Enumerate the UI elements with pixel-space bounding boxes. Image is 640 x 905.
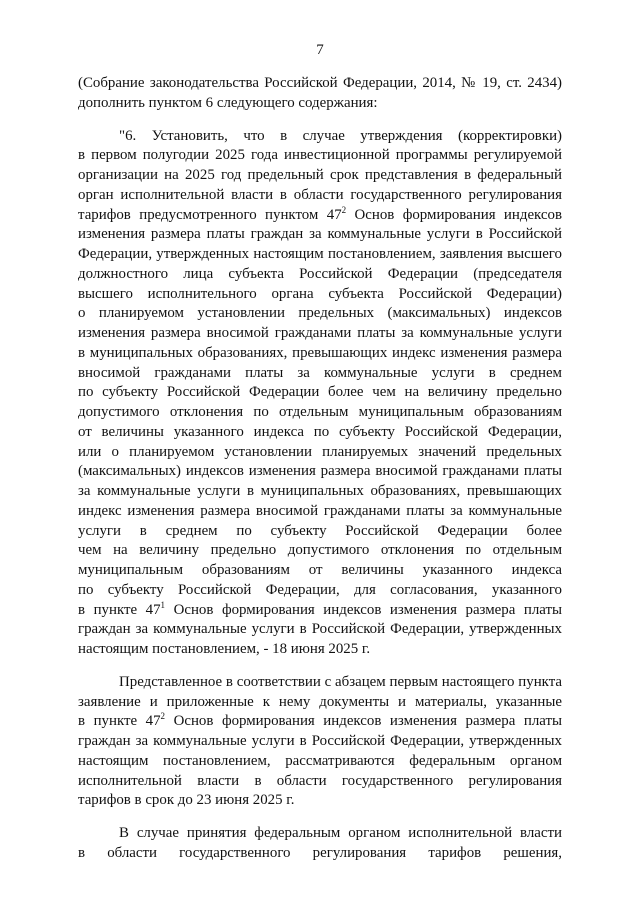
superscript: 2 [160, 712, 166, 722]
text-line [78, 285, 562, 305]
line-text: Представленное в соответствии с абзацем первым настоящего пункта [119, 673, 562, 690]
line-text: дополнить пунктом 6 следующего содержания: [78, 94, 378, 111]
paragraph-gap [78, 114, 562, 127]
line-text: орган исполнительной власти в области государственного регулирования [78, 186, 562, 203]
line-text: граждан за коммунальные услуги в Российской Федерации, утвержденных [78, 733, 562, 749]
text-line [78, 186, 562, 206]
line-text: муниципальным образованиям от величины указанного индекса [78, 562, 562, 578]
text-line [78, 383, 562, 403]
paragraph-gap [78, 811, 562, 824]
line-text: вносимой гражданами платы за коммунальные услуги в среднем [78, 364, 562, 381]
line-text: Основ формирования индексов изменения размера платы [165, 713, 562, 730]
line-text: услуги в среднем по субъекту Российской Федерации более [78, 522, 562, 539]
line-text: за коммунальные услуги в муниципальных образованиях, превышающих [78, 483, 562, 499]
text-line [78, 693, 562, 713]
paragraph [78, 127, 562, 660]
line-text: В случае принятия федеральным органом исполнительной власти [119, 825, 562, 841]
line-text: допустимого отклонения по отдельным муниципальным образованиям [78, 404, 562, 420]
line-text: чем на величину предельно допустимого отклонения по отдельным [78, 542, 562, 559]
text-line [78, 462, 562, 482]
text-line [78, 640, 562, 660]
paragraph [78, 74, 562, 114]
line-text: (максимальных) индексов изменения размера вносимой гражданами платы [78, 463, 562, 480]
line-text: в первом полугодии 2025 года инвестиционной программы регулируемой [78, 147, 562, 164]
line-text: тарифов в срок до 23 июня 2025 г. [78, 792, 295, 809]
text-line [78, 541, 562, 561]
line-text: высшего исполнительного органа субъекта Российской Федерации) [78, 285, 562, 302]
text-line [78, 324, 562, 344]
text-line [78, 304, 562, 324]
paragraph-gap [78, 660, 562, 673]
text-line [78, 344, 562, 364]
line-text: изменения размера вносимой гражданами платы за коммунальные услуги [78, 325, 562, 341]
line-text: по субъекту Российской Федерации, для согласования, указанного [78, 581, 562, 598]
line-text: от величины указанного индекса по субъекту Российской Федерации, [78, 423, 562, 440]
paragraph [78, 673, 562, 811]
line-text: граждан за коммунальные услуги в Российской Федерации, утвержденных [78, 621, 562, 638]
text-line [78, 74, 562, 94]
text-line [78, 127, 562, 147]
text-line [78, 752, 562, 772]
text-line [78, 673, 562, 693]
superscript: 1 [160, 600, 166, 610]
line-text: или о планируемом установлении планируемых значений предельных [78, 443, 562, 460]
text-line [78, 443, 562, 463]
line-text: тарифов предусмотренного пунктом 47 [78, 206, 342, 223]
line-text: настоящим постановлением, рассматриваются федеральным органом [78, 752, 562, 769]
text-line [78, 265, 562, 285]
line-text: по субъекту Российской Федерации более чем на величину предельно [78, 384, 562, 401]
line-text: исполнительной власти в области государственного регулирования [78, 772, 562, 789]
line-text: организации на 2025 год предельный срок представления в федеральный [78, 167, 562, 183]
text-line [78, 403, 562, 423]
text-line [78, 166, 562, 186]
text-line [78, 482, 562, 502]
text-line [78, 423, 562, 443]
text-line [78, 502, 562, 522]
text-line [78, 206, 562, 226]
text-line [78, 620, 562, 640]
text-line [78, 225, 562, 245]
line-text: Основ формирования индексов изменения размера платы [165, 601, 562, 618]
text-line [78, 732, 562, 752]
line-text: в муниципальных образованиях, превышающих индекс изменения размера [78, 344, 562, 361]
text-line [78, 245, 562, 265]
line-text: в пункте 47 [78, 601, 161, 618]
text-line [78, 146, 562, 166]
line-text: изменения размера платы граждан за коммунальные услуги в Российской [78, 226, 562, 243]
superscript: 2 [341, 205, 347, 215]
line-text: в области государственного регулирования тарифов решения, [78, 844, 562, 861]
text-line [78, 561, 562, 581]
text-line [78, 94, 562, 114]
text-line [78, 791, 562, 811]
document-body [78, 74, 562, 864]
text-line [78, 844, 562, 864]
line-text: (Собрание законодательства Российской Федерации, 2014, № 19, ст. 2434) [78, 75, 562, 91]
line-text: должностного лица субъекта Российской Федерации (председателя [78, 265, 562, 282]
page-number: 7 [316, 42, 324, 58]
line-text: заявление и приложенные к нему документы и материалы, указанные [78, 693, 562, 710]
text-line [78, 824, 562, 844]
line-text: индекс изменения размера вносимой гражданами платы за коммунальные [78, 502, 562, 519]
text-line [78, 364, 562, 384]
line-text: в пункте 47 [78, 713, 161, 730]
text-line [78, 772, 562, 792]
paragraph [78, 824, 562, 864]
text-line [78, 601, 562, 621]
line-text: "6. Установить, что в случае утверждения (корректировки) [119, 127, 562, 144]
line-text: Федерации, утвержденных настоящим постановлением, заявления высшего [78, 246, 562, 262]
text-line [78, 712, 562, 732]
text-line [78, 581, 562, 601]
text-line [78, 522, 562, 542]
line-text: настоящим постановлением, - 18 июня 2025 г. [78, 641, 371, 657]
line-text: о планируемом установлении предельных (максимальных) индексов [78, 305, 562, 322]
line-text: Основ формирования индексов [346, 206, 562, 223]
